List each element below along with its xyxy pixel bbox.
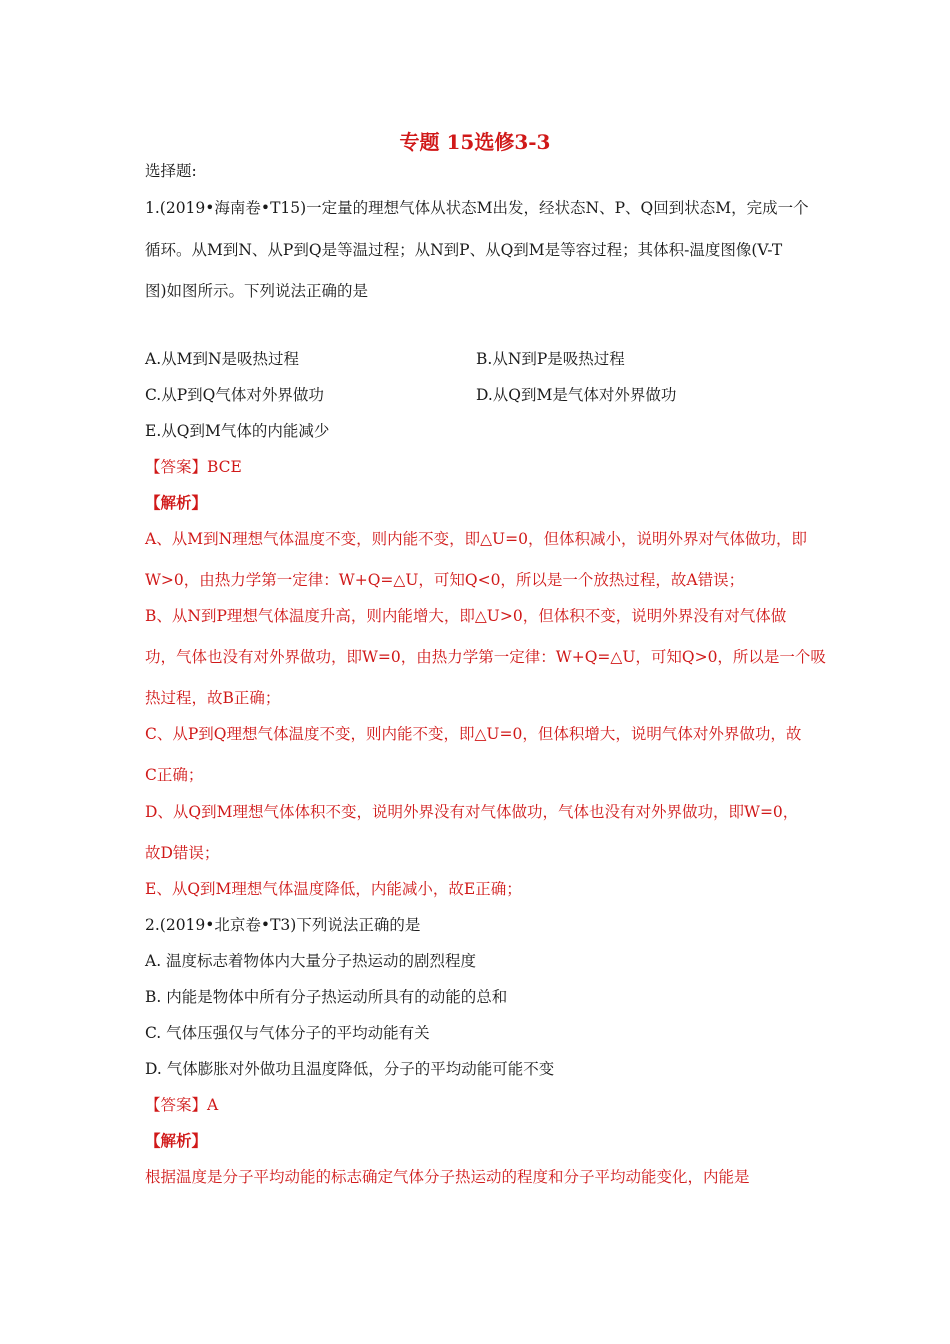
q1-option-e: E.从Q到M气体的内能减少 <box>145 422 330 440</box>
q1-analysis-line: C、从P到Q理想气体温度不变，则内能不变，即△U=0，但体积增大，说明气体对外界做功，故 <box>145 725 802 743</box>
q1-analysis-line: W>0，由热力学第一定律：W+Q=△U，可知Q<0，所以是一个放热过程，故A错误； <box>145 571 745 589</box>
q1-option-d: D.从Q到M是气体对外界做功 <box>476 386 677 404</box>
section-heading: 选择题: <box>145 162 197 180</box>
q1-analysis-line: D、从Q到M理想气体体积不变，说明外界没有对气体做功，气体也没有对外界做功，即W=0， <box>145 803 799 821</box>
q1-stem-line-3: 图)如图所示。下列说法正确的是 <box>145 282 369 300</box>
q2-option-a: A. 温度标志着物体内大量分子热运动的剧烈程度 <box>145 952 477 970</box>
q1-analysis-label: 【解析】 <box>145 493 208 512</box>
q1-option-a: A.从M到N是吸热过程 <box>145 350 300 368</box>
q1-analysis-line: 功，气体也没有对外界做功，即W=0，由热力学第一定律：W+Q=△U，可知Q>0，所以是一个吸 <box>145 648 826 666</box>
q2-stem: 2.(2019•北京卷•T3)下列说法正确的是 <box>145 916 421 934</box>
page-title: 专题 15选修3-3 <box>399 130 551 154</box>
q1-analysis-line: 故D错误； <box>145 844 220 862</box>
q1-answer: 【答案】BCE <box>145 458 242 476</box>
q1-analysis-line: C正确； <box>145 766 204 784</box>
q1-analysis-line: B、从N到P理想气体温度升高，则内能增大，即△U>0，但体积不变，说明外界没有对气体做 <box>145 607 787 625</box>
q1-option-b: B.从N到P是吸热过程 <box>476 350 625 368</box>
q1-stem-line-1: 1.(2019•海南卷•T15)一定量的理想气体从状态M出发，经状态N、P、Q回到状态M，完成一个 <box>145 199 809 217</box>
q2-option-d: D. 气体膨胀对外做功且温度降低，分子的平均动能可能不变 <box>145 1060 555 1078</box>
q2-analysis-line: 根据温度是分子平均动能的标志确定气体分子热运动的程度和分子平均动能变化，内能是 <box>145 1168 750 1186</box>
q2-analysis-label: 【解析】 <box>145 1131 208 1150</box>
q1-stem-line-2: 循环。从M到N、从P到Q是等温过程；从N到P、从Q到M是等容过程；其体积-温度图像(V-T <box>145 241 783 259</box>
q1-analysis-line: A、从M到N理想气体温度不变，则内能不变，即△U=0，但体积减小，说明外界对气体做功，即 <box>145 530 807 548</box>
q1-analysis-line: E、从Q到M理想气体温度降低，内能减小，故E正确； <box>145 880 522 898</box>
q2-option-c: C. 气体压强仅与气体分子的平均动能有关 <box>145 1024 430 1042</box>
q1-option-c: C.从P到Q气体对外界做功 <box>145 386 324 404</box>
q2-option-b: B. 内能是物体中所有分子热运动所具有的动能的总和 <box>145 988 508 1006</box>
q2-answer: 【答案】A <box>145 1096 219 1114</box>
q1-analysis-line: 热过程，故B正确； <box>145 689 281 707</box>
